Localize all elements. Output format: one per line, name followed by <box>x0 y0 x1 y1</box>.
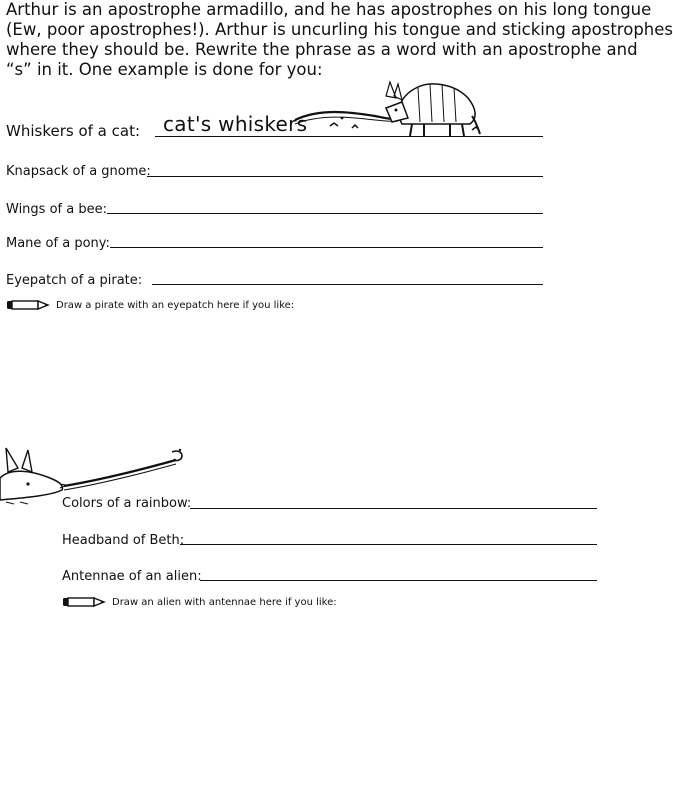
answer-line[interactable] <box>180 544 597 545</box>
answer-line[interactable] <box>147 176 543 177</box>
draw-note-pirate <box>6 299 294 311</box>
instruction-line: Arthur is an apostrophe armadillo, and he has apostrophes on his long tongue <box>6 0 652 19</box>
question-label: Knapsack of a gnome: <box>6 164 151 179</box>
pencil-icon <box>62 596 106 608</box>
question-label: Eyepatch of a pirate: <box>6 273 143 288</box>
answer-line[interactable] <box>152 284 543 285</box>
question-label: Headband of Beth: <box>62 533 185 548</box>
instruction-line: where they should be. Rewrite the phrase as a word with an apostrophe and <box>6 40 638 59</box>
question-label: Mane of a pony: <box>6 236 110 251</box>
armadillo-icon <box>290 78 480 140</box>
question-label: Wings of a bee: <box>6 202 107 217</box>
answer-line[interactable] <box>190 508 597 509</box>
answer-line[interactable] <box>107 213 543 214</box>
answer-line[interactable] <box>110 247 543 248</box>
question-label: Colors of a rainbow: <box>62 496 192 511</box>
instructions <box>6 0 673 80</box>
draw-note-text: Draw an alien with antennae here if you like: <box>112 596 337 608</box>
example-answer: cat's whiskers <box>163 112 308 136</box>
pencil-icon <box>6 299 50 311</box>
question-label: Antennae of an alien: <box>62 569 202 584</box>
answer-line <box>155 136 543 137</box>
draw-note-alien <box>62 596 337 608</box>
instruction-line: “s” in it. One example is done for you: <box>6 60 323 79</box>
instruction-line: (Ew, poor apostrophes!). Arthur is uncurling his tongue and sticking apostrophes <box>6 20 673 39</box>
example-prompt: Whiskers of a cat: <box>6 122 141 140</box>
answer-line[interactable] <box>200 580 597 581</box>
draw-note-text: Draw a pirate with an eyepatch here if you like: <box>56 299 295 311</box>
